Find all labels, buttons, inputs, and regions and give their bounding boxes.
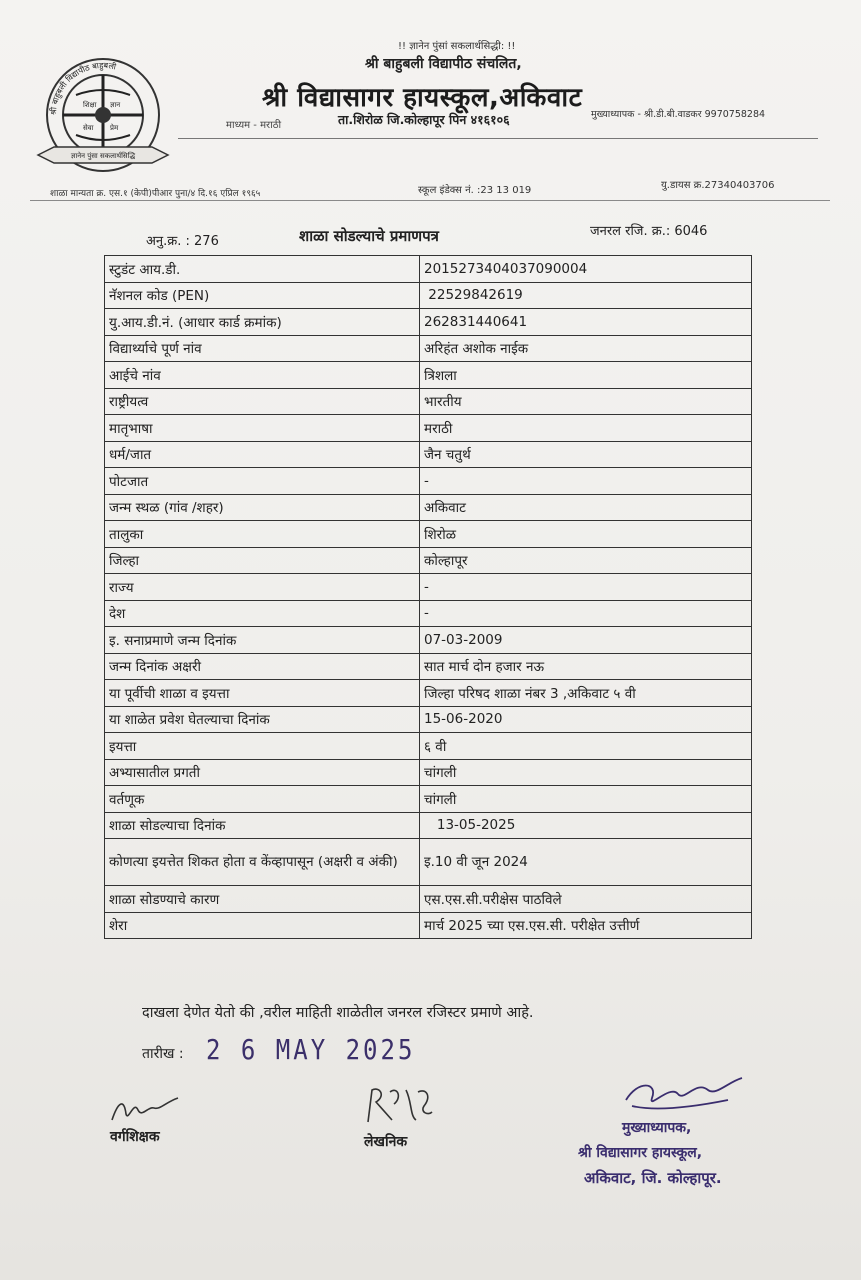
table-row [105, 494, 752, 521]
headmaster-signature [618, 1070, 748, 1120]
field-value: जैन चतुर्थ [420, 441, 752, 468]
table-row [105, 600, 752, 627]
field-label: शाळा सोडल्याचा दिनांक [105, 812, 420, 839]
table-row [105, 680, 752, 707]
table-row [105, 309, 752, 336]
medium: माध्यम - मराठी [226, 120, 282, 131]
field-label: या पूर्वीची शाळा व इयत्ता [105, 680, 420, 707]
field-value: 13-05-2025 [420, 812, 752, 839]
general-register-number: जनरल रजि. क्र.: 6046 [590, 224, 708, 239]
field-value: - [420, 574, 752, 601]
field-value: 262831440641 [420, 309, 752, 336]
field-value: कोल्हापूर [420, 547, 752, 574]
headmaster-contact: मुख्याध्यापक - श्री.डी.बी.वाडकर 9970758284 [591, 109, 766, 120]
field-label: वर्तणूक [105, 786, 420, 813]
logo-ribbon-text: ज्ञानेन पुंसा सकलार्थसिद्धि [70, 152, 136, 160]
logo-q2: ज्ञान [110, 101, 121, 109]
field-value: ६ वी [420, 733, 752, 760]
field-label: धर्म/जात [105, 441, 420, 468]
school-emblem-logo [36, 55, 170, 183]
field-label: यु.आय.डी.नं. (आधार कार्ड क्रमांक) [105, 309, 420, 336]
logo-q1: शिक्षा [83, 101, 97, 109]
table-row [105, 786, 752, 813]
field-label: इयत्ता [105, 733, 420, 760]
field-label: या शाळेत प्रवेश घेतल्याचा दिनांक [105, 706, 420, 733]
table-row [105, 415, 752, 442]
field-value: अकिवाट [420, 494, 752, 521]
table-row [105, 627, 752, 654]
date-stamp: 2 6 MAY 2025 [206, 1033, 416, 1067]
field-label: इ. सनाप्रमाणे जन्म दिनांक [105, 627, 420, 654]
header-divider [178, 138, 818, 139]
field-value: इ.10 वी जून 2024 [420, 839, 752, 886]
field-value: अरिहंत अशोक नाईक [420, 335, 752, 362]
field-value: भारतीय [420, 388, 752, 415]
table-row [105, 335, 752, 362]
field-label: पोटजात [105, 468, 420, 495]
field-label: राज्य [105, 574, 420, 601]
field-value: मराठी [420, 415, 752, 442]
table-row [105, 282, 752, 309]
table-row [105, 706, 752, 733]
table-row [105, 388, 752, 415]
header-bottom-divider [30, 200, 830, 201]
field-label: आईचे नांव [105, 362, 420, 389]
table-row [105, 521, 752, 548]
field-label: राष्ट्रीयत्व [105, 388, 420, 415]
table-row [105, 362, 752, 389]
logo-arc-text: श्री बाहुबली विद्यापीठ बाहुबली [48, 60, 117, 116]
address: ता.शिरोळ जि.कोल्हापूर पिन ४१६१०६ [338, 112, 510, 127]
headmaster-place: अकिवाट, जि. कोल्हापूर. [584, 1169, 722, 1187]
certification-note: दाखला देणेत येतो की ,वरील माहिती शाळेतील जनरल रजिस्टर प्रमाणे आहे. [142, 1005, 534, 1021]
field-label: विद्यार्थ्याचे पूर्ण नांव [105, 335, 420, 362]
field-value: 15-06-2020 [420, 706, 752, 733]
udise-number: यु.डायस क्र.27340403706 [661, 180, 775, 191]
table-row [105, 839, 752, 886]
table-row [105, 912, 752, 939]
field-value: 22529842619 [420, 282, 752, 309]
field-value: एस.एस.सी.परीक्षेस पाठविले [420, 886, 752, 913]
student-details-table [104, 255, 752, 939]
table-row [105, 574, 752, 601]
table-row [105, 759, 752, 786]
school-name: श्री विद्यासागर हायस्कूल,अकिवाट [262, 83, 583, 113]
serial-number: अनु.क्र. : 276 [146, 234, 219, 249]
field-value: शिरोळ [420, 521, 752, 548]
field-value: जिल्हा परिषद शाळा नंबर 3 ,अकिवाट ५ वी [420, 680, 752, 707]
class-teacher-signature [108, 1092, 188, 1128]
logo-q3: सेवा [83, 124, 94, 132]
field-label: अभ्यासातील प्रगती [105, 759, 420, 786]
field-value: चांगली [420, 786, 752, 813]
field-value: मार्च 2025 च्या एस.एस.सी. परीक्षेत उत्तीर्ण [420, 912, 752, 939]
field-label: जन्म स्थळ (गांव /शहर) [105, 494, 420, 521]
class-teacher-label: वर्गशिक्षक [110, 1129, 160, 1145]
table-row [105, 653, 752, 680]
table-row [105, 733, 752, 760]
school-index-number: स्कूल इंडेक्स नं. :23 13 019 [418, 185, 532, 196]
field-label: जिल्हा [105, 547, 420, 574]
clerk-label: लेखनिक [364, 1134, 408, 1150]
field-label: मातृभाषा [105, 415, 420, 442]
field-label: कोणत्या इयत्तेत शिकत होता व केंव्हापासून (अक्षरी व अंकी) [105, 839, 420, 886]
field-value: - [420, 600, 752, 627]
field-label: देश [105, 600, 420, 627]
table-row [105, 441, 752, 468]
headmaster-school: श्री विद्यासागर हायस्कूल, [578, 1145, 703, 1161]
field-value: चांगली [420, 759, 752, 786]
field-value: सात मार्च दोन हजार नऊ [420, 653, 752, 680]
table-row [105, 256, 752, 283]
table-row [105, 468, 752, 495]
field-value: 07-03-2009 [420, 627, 752, 654]
field-value: त्रिशला [420, 362, 752, 389]
table-row [105, 812, 752, 839]
field-label: नॅशनल कोड (PEN) [105, 282, 420, 309]
field-label: तालुका [105, 521, 420, 548]
certificate-title: शाळा सोडल्याचे प्रमाणपत्र [299, 227, 439, 245]
field-label: शाळा सोडण्याचे कारण [105, 886, 420, 913]
date-label: तारीख : [142, 1046, 184, 1062]
recognition-number: शाळा मान्यता क्र. एस.१ (केपी)पीआर पुना/४ दि.१६ एप्रिल १९६५ [50, 189, 261, 199]
field-label: स्टुडंट आय.डी. [105, 256, 420, 283]
field-value: 2015273404037090004 [420, 256, 752, 283]
field-label: शेरा [105, 912, 420, 939]
logo-q4: प्रेम [110, 124, 119, 132]
headmaster-title: मुख्याध्यापक, [622, 1120, 692, 1136]
trust-name: श्री बाहुबली विद्यापीठ संचलित, [365, 56, 522, 72]
motto: !! ज्ञानेन पुंसां सकलार्थसिद्धी: !! [398, 41, 516, 52]
field-label: जन्म दिनांक अक्षरी [105, 653, 420, 680]
table-row [105, 547, 752, 574]
clerk-signature [362, 1082, 436, 1132]
field-value: - [420, 468, 752, 495]
table-row [105, 886, 752, 913]
